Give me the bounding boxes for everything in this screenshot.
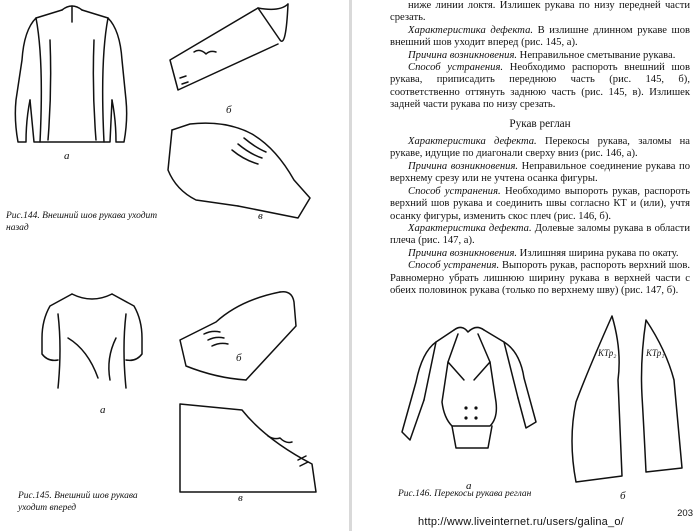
watermark-url: http://www.liveinternet.ru/users/galina_o/ — [418, 516, 624, 528]
body-text — [390, 0, 690, 297]
figure-146b-mark-left: КТр₂ — [598, 348, 617, 358]
figure-144b-sleeve-drawing — [160, 0, 300, 110]
figure-145b-label: б — [236, 352, 242, 364]
paragraph-5: Характеристика дефекта. Перекосы рукава, заломы на рукаве, идущие по диагонали сверху вниз (рис. 146, а). — [390, 136, 690, 160]
figure-145v-sleeve-drawing — [176, 400, 326, 500]
figure-144a-back-view-drawing — [0, 0, 140, 160]
paragraph-3: Причина возникновения. Неправильное сметывание рукава. — [408, 49, 676, 61]
paragraph-10: Способ устранения. Выпороть рукав, распороть верхний шов. Равномерно убрать лишнюю ширину рукава в верхней части с обеих половинок рукава (только по верхнему шву) (рис. 147, б). — [390, 260, 691, 296]
figure-146b-raglan-sleeve-drawing — [562, 310, 692, 490]
figure-145a-front-view-drawing — [28, 288, 158, 398]
paragraph-4: Способ устранения. Необходимо распороть внешний шов рукава, приписадить переднюю часть (рис. 145, б), соответственно оттянуть заднюю часть (рис. 145, в). Излишек задней части рукава по низу срезать. — [390, 62, 690, 111]
paragraph-9: Причина возникновения. Излишняя ширина рукава по окату. — [408, 247, 679, 259]
section-title: Рукав реглан — [509, 117, 571, 130]
paragraph-8: Характеристика дефекта. Долевые заломы рукава в области плеча (рис. 147, а). — [390, 222, 690, 247]
figure-145a-label: а — [100, 404, 106, 416]
figure-144-caption: Рис.144. Внешний шов рукава уходит назад — [6, 211, 158, 233]
figure-146a-label: а — [466, 480, 472, 492]
figure-144b-label: б — [226, 104, 232, 116]
page-number: 203 — [677, 508, 693, 519]
paragraph-1: ниже линии локтя. Излишек рукава по низу передней части срезать. — [390, 0, 690, 24]
figure-146b-label: б — [620, 490, 626, 502]
figure-146b-mark-right: КТр₁ — [646, 348, 665, 358]
paragraph-2: Характеристика дефекта. В излишне длинном рукаве шов внешний шов уходит вперед (рис. 145, а). — [390, 24, 690, 49]
figure-146-caption: Рис.146. Перекосы рукава реглан — [398, 489, 532, 499]
figure-144v-sleeve-drawing — [166, 120, 316, 230]
figure-145b-sleeve-drawing — [176, 286, 316, 396]
figure-144a-label: а — [64, 150, 70, 162]
figure-145v-label: в — [238, 492, 243, 504]
page-gutter — [349, 0, 352, 531]
figure-144v-label: в — [258, 210, 263, 222]
figure-146a-raglan-jacket-drawing — [396, 322, 546, 482]
paragraph-7: Способ устранения. Необходимо выпороть рукав, распороть верхний шов рукава и соединить швы согласно КТ и (или), учтя осанку фигуры, изменить скос плеч (рис. 146, б). — [390, 185, 690, 222]
paragraph-6: Причина возникновения. Неправильное соединение рукава по верхнему срезу или не учтена осанка фигуры. — [390, 160, 690, 185]
figure-145-caption: Рис.145. Внешний шов рукава уходит вперед — [18, 491, 138, 513]
